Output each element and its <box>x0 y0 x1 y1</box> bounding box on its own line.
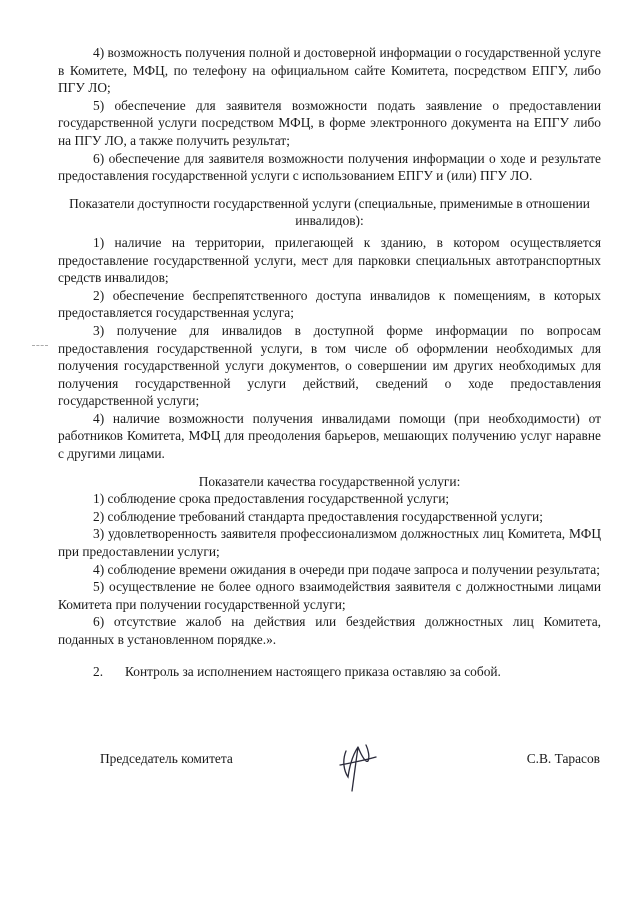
section-availability-disabled <box>58 195 601 463</box>
margin-mark <box>32 345 48 346</box>
signatory-position: Председатель комитета <box>100 751 233 766</box>
list-item: 2) соблюдение требований стандарта предоставления государственной услуги; <box>93 508 543 524</box>
list-item: 4) соблюдение времени ожидания в очереди при подаче запроса и получении результата; <box>93 561 600 577</box>
list-item: 6) обеспечение для заявителя возможности получения информации о ходе и результате предоставления государственной услуги с использованием ЕПГУ и (или) ПГУ ЛО. <box>58 150 601 184</box>
list-item: 2) обеспечение беспрепятственного доступа инвалидов к помещениям, в которых предоставляется государственная услуга; <box>58 287 601 321</box>
signature-block <box>100 745 600 805</box>
list-item: 3) удовлетворенность заявителя профессионализмом должностных лиц Комитета, МФЦ при предоставлении услуги; <box>58 526 601 560</box>
list-item: 1) соблюдение срока предоставления государственной услуги; <box>93 491 450 507</box>
document-body <box>58 44 601 680</box>
list-item: 6) отсутствие жалоб на действия или бездействия должностных лиц Комитета, поданных в установленном порядке.». <box>58 614 601 647</box>
signatory-name: С.В. Тарасов <box>526 751 600 766</box>
list-item: 5) обеспечение для заявителя возможности подать заявление о предоставлении государственной услуги посредством МФЦ, в форме электронного документа на ЕПГУ либо на ПГУ ЛО, а также получить результат; <box>58 97 601 148</box>
list-item: 3) получение для инвалидов в доступной форме информации по вопросам предоставления государственной услуги, в том числе об оформлении необходимых для получения государственной услуги документов, о совершении им других необходимых для получения государственной услуги действий, сведений о ходе предоставления государственной услуги; <box>58 322 601 409</box>
list-item: 4) наличие возможности получения инвалидами помощи (при необходимости) от работников Комитета, МФЦ для преодоления барьеров, мешающих получению услуг наравне с другими лицами. <box>58 410 601 462</box>
section-quality <box>58 473 601 649</box>
list-item: 4) возможность получения полной и достоверной информации о государственной услуге в Комитете, МФЦ, по телефону на официальном сайте Комитета, посредством ЕПГУ, либо ПГУ ЛО; <box>58 45 601 96</box>
list-item: 5) осуществление не более одного взаимодействия заявителя с должностными лицами Комитета при получении государственной услуги; <box>58 579 601 612</box>
order-item-text: Контроль за исполнением настоящего приказа оставляю за собой. <box>125 663 501 679</box>
order-item <box>58 663 601 681</box>
section-heading: Показатели качества государственной услуги: <box>198 473 461 489</box>
handwritten-signature <box>332 733 382 803</box>
section-availability-general <box>58 44 601 185</box>
list-item: 1) наличие на территории, прилегающей к зданию, в котором осуществляется предоставление государственной услуги, мест для парковки специальных автотранспортных средств инвалидов; <box>58 234 601 286</box>
section-heading: Показатели доступности государственной услуги (специальные, применимые в отношении инвалидов): <box>69 195 590 229</box>
order-item-number: 2. <box>93 663 104 679</box>
